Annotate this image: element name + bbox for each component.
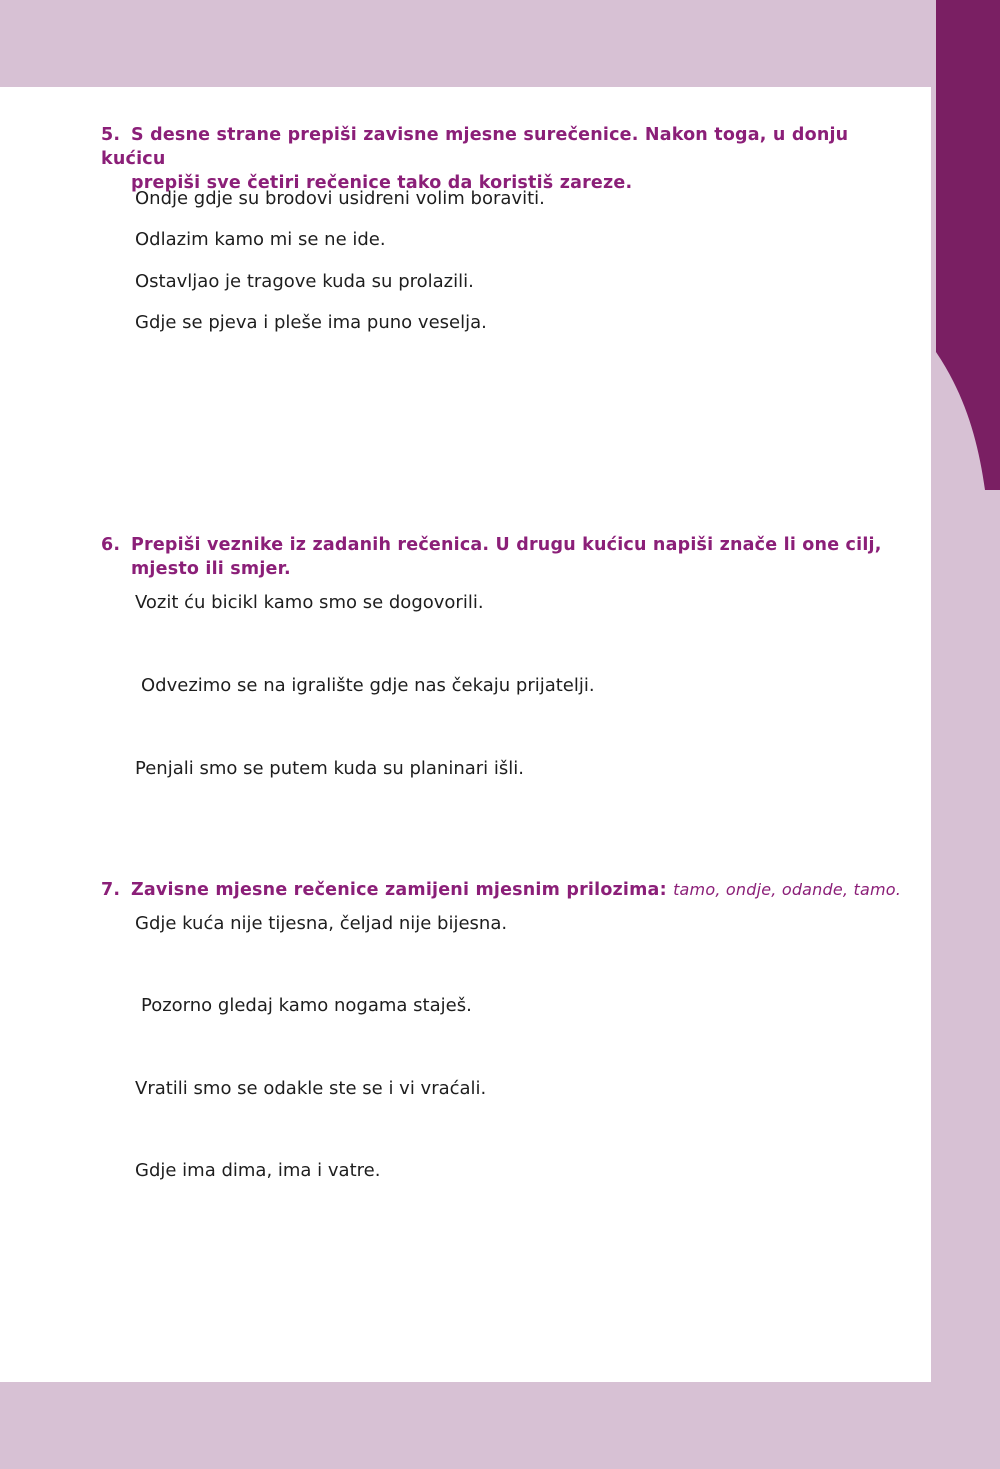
task-7-instruction [101, 878, 916, 902]
task-5-sentence-4: Gdje se pjeva i pleše ima puno veselja. [135, 312, 487, 333]
task-7-sentence-2: Pozorno gledaj kamo nogama staješ. [141, 995, 472, 1016]
task-5-number: 5. [101, 125, 121, 145]
task-7-instruction-text: Zavisne mjesne rečenice zamijeni mjesnim prilozima: [131, 880, 667, 900]
task-7-adverb-examples: tamo, ondje, odande, tamo. [673, 880, 902, 899]
task-5-sentence-3: Ostavljao je tragove kuda su prolazili. [135, 271, 474, 292]
task-6-instruction [101, 533, 916, 581]
task-5-sentence-1: Ondje gdje su brodovi usidreni volim boraviti. [135, 188, 545, 209]
task-6-sentence-2: Odvezimo se na igralište gdje nas čekaju prijatelji. [141, 675, 595, 696]
task-7-sentence-1: Gdje kuća nije tijesna, čeljad nije bijesna. [135, 913, 508, 934]
task-6-instruction-line-2: mjesto ili smjer. [131, 559, 291, 579]
task-5-sentence-2: Odlazim kamo mi se ne ide. [135, 229, 386, 250]
task-7-number: 7. [101, 880, 121, 900]
task-5-instruction-line-2: prepiši sve četiri rečenice tako da koristiš zareze. [131, 173, 633, 193]
task-6-instruction-line-1: Prepiši veznike iz zadanih rečenica. U drugu kućicu napiši znače li one cilj, [131, 535, 882, 555]
task-7-sentence-4: Gdje ima dima, ima i vatre. [135, 1160, 381, 1181]
task-7-sentence-3: Vratili smo se odakle ste se i vi vraćali. [135, 1078, 487, 1099]
task-5-instruction-line-1: S desne strane prepiši zavisne mjesne surečenice. Nakon toga, u donju kućicu [101, 125, 849, 169]
task-6-sentence-1: Vozit ću bicikl kamo smo se dogovorili. [135, 592, 484, 613]
task-6-number: 6. [101, 535, 121, 555]
task-6-sentence-3: Penjali smo se putem kuda su planinari išli. [135, 758, 524, 779]
task-5-instruction [101, 123, 916, 195]
